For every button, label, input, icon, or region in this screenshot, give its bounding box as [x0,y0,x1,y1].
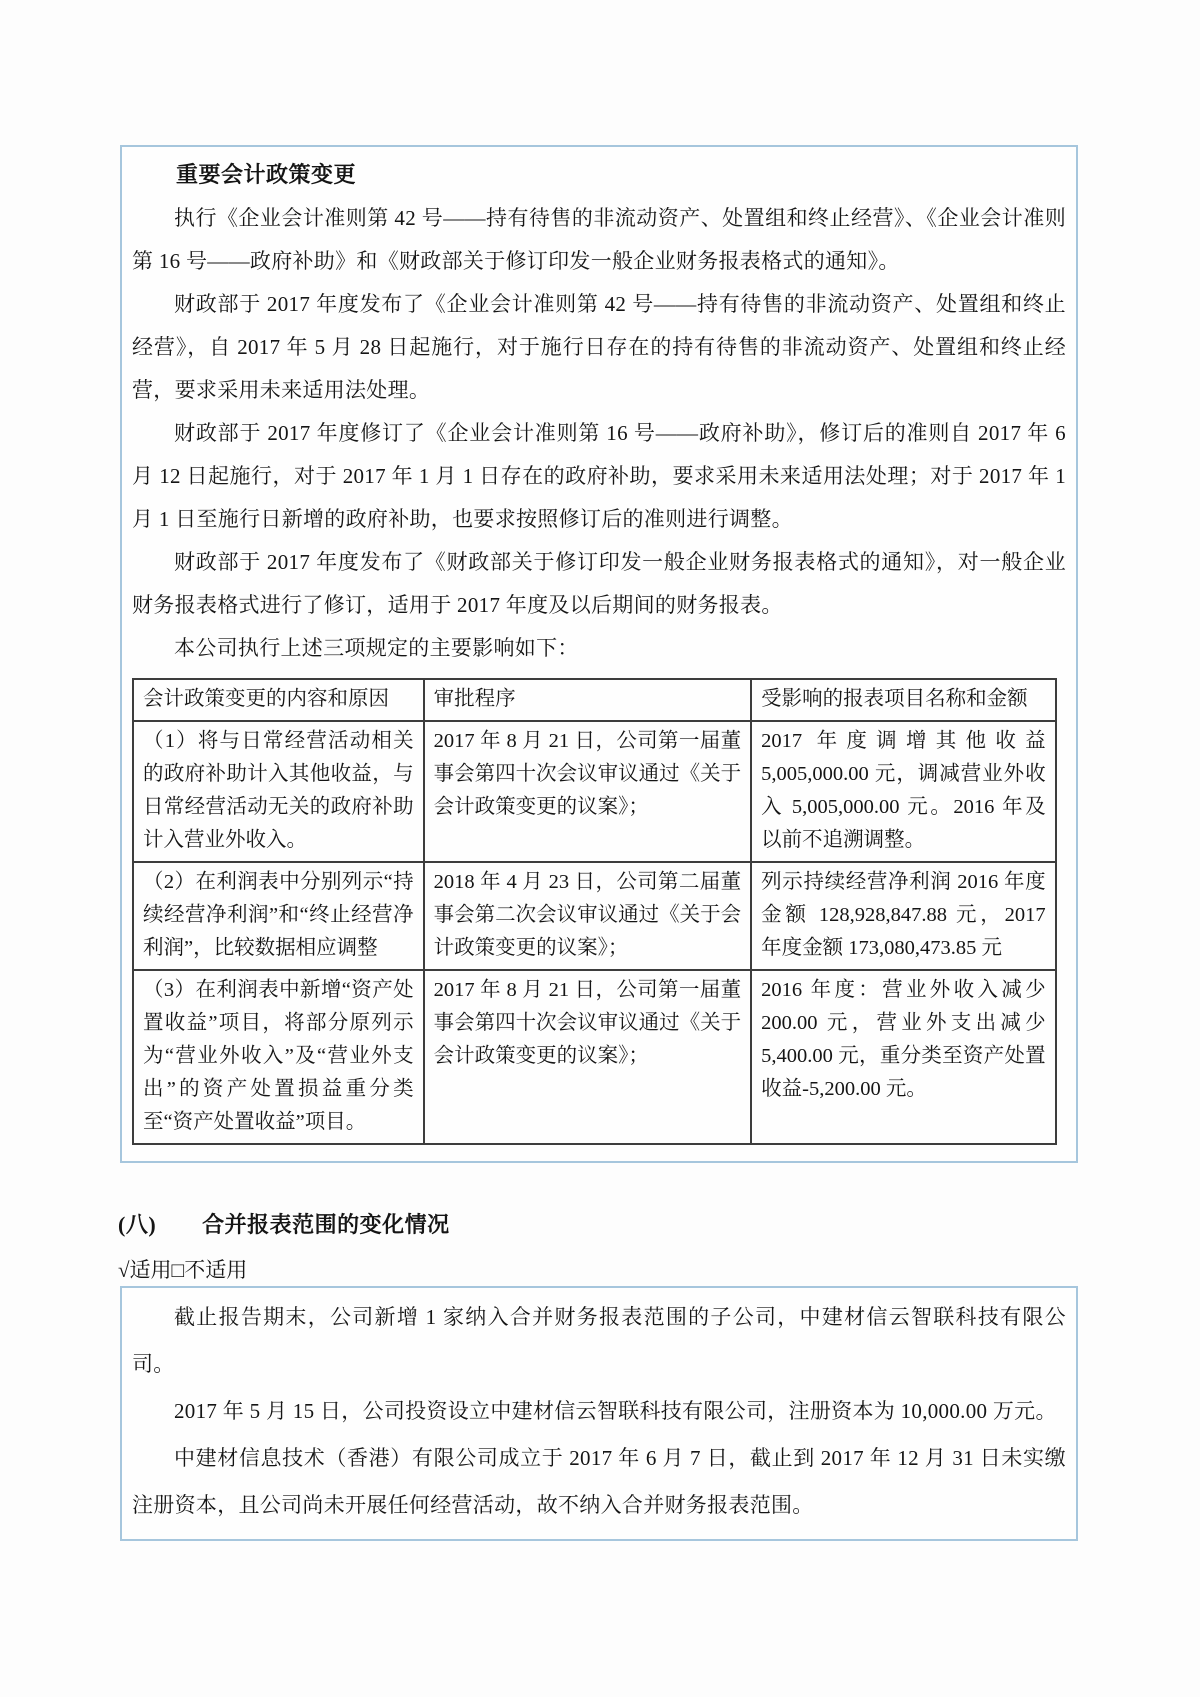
table-cell: （2）在利润表中分别列示“持续经营净利润”和“终止经营净利润”，比较数据相应调整 [133,862,424,970]
section-number: (八) [118,1212,157,1237]
table-cell: 2016 年度：营业外收入减少 200.00 元，营业外支出减少 5,400.00 元，重分类至资产处置收益-5,200.00 元。 [751,970,1056,1144]
table-cell: 2017 年 8 月 21 日，公司第一届董事会第四十次会议审议通过《关于会计政策变更的议案》； [424,970,752,1144]
table-row [133,970,1056,1144]
table-cell: （3）在利润表中新增“资产处置收益”项目，将部分原列示为“营业外收入”及“营业外支出”的资产处置损益重分类至“资产处置收益”项目。 [133,970,424,1144]
section-8-heading [118,1208,450,1239]
table-cell: 列示持续经营净利润 2016 年度金额 128,928,847.88 元，2017 年度金额 173,080,473.85 元 [751,862,1056,970]
table-cell: 2017 年 8 月 21 日，公司第一届董事会第四十次会议审议通过《关于会计政策变更的议案》； [424,721,752,862]
policy-paragraph-4: 财政部于 2017 年度发布了《财政部关于修订印发一般企业财务报表格式的通知》，对一般企业财务报表格式进行了修订，适用于 2017 年度及以后期间的财务报表。 [132,550,1066,617]
table-header-row [133,679,1056,721]
scope-paragraph-3: 中建材信息技术（香港）有限公司成立于 2017 年 6 月 7 日，截止到 2017 年 12 月 31 日未实缴注册资本，且公司尚未开展任何经营活动，故不纳入合并财务报表范围。 [132,1446,1066,1517]
table-cell: （1）将与日常经营活动相关的政府补助计入其他收益，与日常经营活动无关的政府补助计入营业外收入。 [133,721,424,862]
table-cell: 2017 年度调增其他收益 5,005,000.00 元，调减营业外收入 5,005,000.00 元。2016 年及以前不追溯调整。 [751,721,1056,862]
scope-paragraph-2: 2017 年 5 月 15 日，公司投资设立中建材信云智联科技有限公司，注册资本为 10,000.00 万元。 [174,1399,1057,1423]
policy-paragraph-3: 财政部于 2017 年度修订了《企业会计准则第 16 号——政府补助》，修订后的准则自 2017 年 6 月 12 日起施行，对于 2017 年 1 月 1 日存在的政府补助，要求采用未来适用法处理；对于 2017 年 1 月 1 日至施行日新增的政府补助，也要求按照修订后的准则进行调整。 [132,421,1066,531]
header-cell-content-reason: 会计政策变更的内容和原因 [133,679,424,721]
table-row [133,721,1056,862]
applicability-note: √适用□不适用 [118,1258,248,1282]
header-cell-affected-items: 受影响的报表项目名称和金额 [751,679,1056,721]
policy-paragraph-5: 本公司执行上述三项规定的主要影响如下： [174,636,579,660]
scope-paragraph-1: 截止报告期末，公司新增 1 家纳入合并财务报表范围的子公司，中建材信云智联科技有限公司。 [132,1305,1066,1376]
consolidation-scope-box [120,1286,1078,1541]
table-row [133,862,1056,970]
policy-paragraph-2: 财政部于 2017 年度发布了《企业会计准则第 42 号——持有待售的非流动资产、处置组和终止经营》，自 2017 年 5 月 28 日起施行，对于施行日存在的持有待售的非流动资产、处置组和终止经营，要求采用未来适用法处理。 [132,292,1066,402]
header-cell-approval: 审批程序 [424,679,752,721]
policy-impact-table [132,678,1057,1145]
section-title: 合并报表范围的变化情况 [202,1212,450,1237]
policy-paragraph-1: 执行《企业会计准则第 42 号——持有待售的非流动资产、处置组和终止经营》、《企业会计准则第 16 号——政府补助》和《财政部关于修订印发一般企业财务报表格式的通知》。 [132,206,1066,273]
policy-change-heading: 重要会计政策变更 [176,162,357,187]
table-cell: 2018 年 4 月 23 日，公司第二届董事会第二次会议审议通过《关于会计政策变更的议案》； [424,862,752,970]
policy-change-box [120,145,1078,1163]
